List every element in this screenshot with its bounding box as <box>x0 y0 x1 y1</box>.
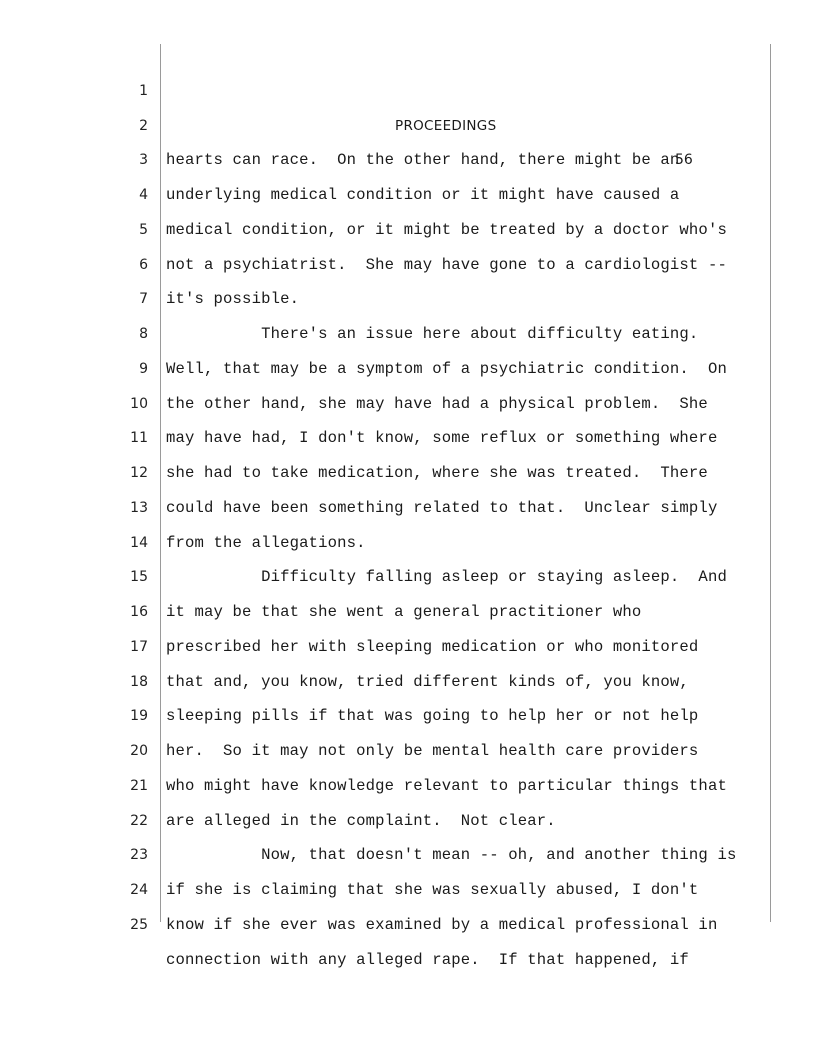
line-text: hearts can race. On the other hand, there might be an <box>166 151 680 170</box>
transcript-lines <box>0 39 816 969</box>
line-number: 1 <box>139 82 148 99</box>
line-text: medical condition, or it might be treated by a doctor who's <box>166 220 727 239</box>
line-text: There's an issue here about difficulty eating. <box>166 325 699 343</box>
line-text: it may be that she went a general practitioner who <box>166 603 642 621</box>
line-number: 19 <box>130 708 148 725</box>
line-number: 2 <box>139 117 148 134</box>
line-number: 6 <box>139 256 148 273</box>
line-number: 13 <box>130 499 148 516</box>
line-number: 3 <box>139 152 148 169</box>
line-text: not a psychiatrist. She may have gone to a cardiologist -- <box>166 255 727 274</box>
line-number: 25 <box>130 916 148 933</box>
line-number: 8 <box>139 326 148 342</box>
line-text: that and, you know, tried different kinds of, you know, <box>166 672 689 691</box>
line-number: 12 <box>130 465 148 481</box>
line-text: it's possible. <box>166 290 300 309</box>
line-number: 22 <box>130 812 148 829</box>
line-text: are alleged in the complaint. Not clear. <box>166 811 556 830</box>
line-text: Difficulty falling asleep or staying asleep. And <box>166 568 727 587</box>
line-number: 23 <box>130 847 148 864</box>
line-text: Now, that doesn't mean -- oh, and another thing is <box>166 846 737 865</box>
line-number: 14 <box>130 534 148 551</box>
line-number: 9 <box>139 360 148 377</box>
line-text: her. So it may not only be mental health care providers <box>166 742 699 760</box>
line-number: 17 <box>130 638 148 655</box>
line-text: the other hand, she may have had a physical problem. She <box>166 394 708 413</box>
line-text: if she is claiming that she was sexually abused, I don't <box>166 881 699 899</box>
line-text: know if she ever was examined by a medical professional in <box>166 915 718 934</box>
line-text: underlying medical condition or it might have caused a <box>166 186 680 204</box>
line-text: sleeping pills if that was going to help her or not help <box>166 707 699 726</box>
line-number: 18 <box>130 673 148 690</box>
line-number: 10 <box>130 395 148 412</box>
line-number: 4 <box>139 187 148 203</box>
line-text: she had to take medication, where she was treated. There <box>166 464 708 482</box>
line-text: who might have knowledge relevant to particular things that <box>166 776 727 795</box>
line-text: Well, that may be a symptom of a psychiatric condition. On <box>166 359 727 378</box>
line-text: connection with any alleged rape. If that happened, if <box>166 950 689 969</box>
line-number: 5 <box>139 221 148 238</box>
line-text: prescribed her with sleeping medication or who monitored <box>166 637 699 656</box>
line-number: 24 <box>130 882 148 898</box>
header-title: PROCEEDINGS <box>395 117 497 134</box>
line-number: 16 <box>130 604 148 620</box>
line-number: 15 <box>130 569 148 586</box>
line-number: 7 <box>139 291 148 308</box>
line-text: from the allegations. <box>166 533 366 552</box>
line-number: 20 <box>130 743 148 759</box>
line-number: 11 <box>130 430 148 447</box>
line-text: may have had, I don't know, some reflux or something where <box>166 429 718 448</box>
line-number: 21 <box>130 777 148 794</box>
page-number: 56 <box>675 152 693 169</box>
line-text: could have been something related to that. Unclear simply <box>166 498 718 517</box>
